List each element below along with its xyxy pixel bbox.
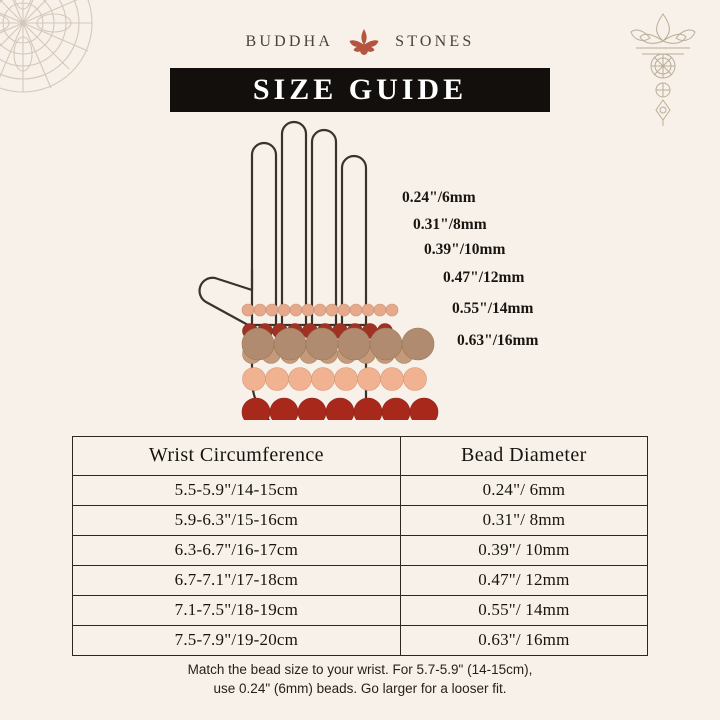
- bead-callout-6mm: 0.24"/6mm: [402, 189, 476, 206]
- table-row: [73, 536, 648, 566]
- cell-wrist: 6.7-7.1"/17-18cm: [73, 566, 401, 596]
- cell-bead: 0.39"/ 10mm: [400, 536, 647, 566]
- cell-wrist: 6.3-6.7"/16-17cm: [73, 536, 401, 566]
- column-header-wrist: Wrist Circumference: [73, 437, 401, 476]
- cell-wrist: 5.9-6.3"/15-16cm: [73, 506, 401, 536]
- cell-wrist: 7.5-7.9"/19-20cm: [73, 626, 401, 656]
- cell-wrist: 7.1-7.5"/18-19cm: [73, 596, 401, 626]
- brand-lockup: [0, 26, 720, 58]
- bead-callout-10mm: 0.39"/10mm: [424, 241, 506, 258]
- table-row: [73, 566, 648, 596]
- bracelet-row-14mm: [242, 398, 438, 420]
- footnote-line-2: use 0.24" (6mm) beads. Go larger for a looser fit.: [213, 681, 507, 696]
- table-row: [73, 506, 648, 536]
- brand-word-right: STONES: [395, 33, 475, 50]
- cell-bead: 0.55"/ 14mm: [400, 596, 647, 626]
- cell-bead: 0.47"/ 12mm: [400, 566, 647, 596]
- lotus-icon: [347, 26, 381, 58]
- cell-bead: 0.31"/ 8mm: [400, 506, 647, 536]
- size-table: [72, 436, 648, 656]
- cell-wrist: 5.5-5.9"/14-15cm: [73, 476, 401, 506]
- cell-bead: 0.63"/ 16mm: [400, 626, 647, 656]
- table-header-row: [73, 437, 648, 476]
- bead-callout-12mm: 0.47"/12mm: [443, 269, 525, 286]
- footnote: [0, 660, 720, 698]
- table-row: [73, 626, 648, 656]
- brand-word-left: BUDDHA: [245, 33, 334, 50]
- footnote-line-1: Match the bead size to your wrist. For 5.7-5.9" (14-15cm),: [187, 662, 533, 677]
- cell-bead: 0.24"/ 6mm: [400, 476, 647, 506]
- bead-callout-14mm: 0.55"/14mm: [452, 300, 534, 317]
- bracelet-row-16mm: [0, 315, 720, 385]
- column-header-bead: Bead Diameter: [400, 437, 647, 476]
- table-row: [73, 476, 648, 506]
- table-row: [73, 596, 648, 626]
- bead-callout-16mm: 0.63"/16mm: [457, 332, 539, 349]
- page-title: SIZE GUIDE: [252, 73, 468, 106]
- bead-callout-8mm: 0.31"/8mm: [413, 216, 487, 233]
- page-title-banner: [170, 68, 550, 112]
